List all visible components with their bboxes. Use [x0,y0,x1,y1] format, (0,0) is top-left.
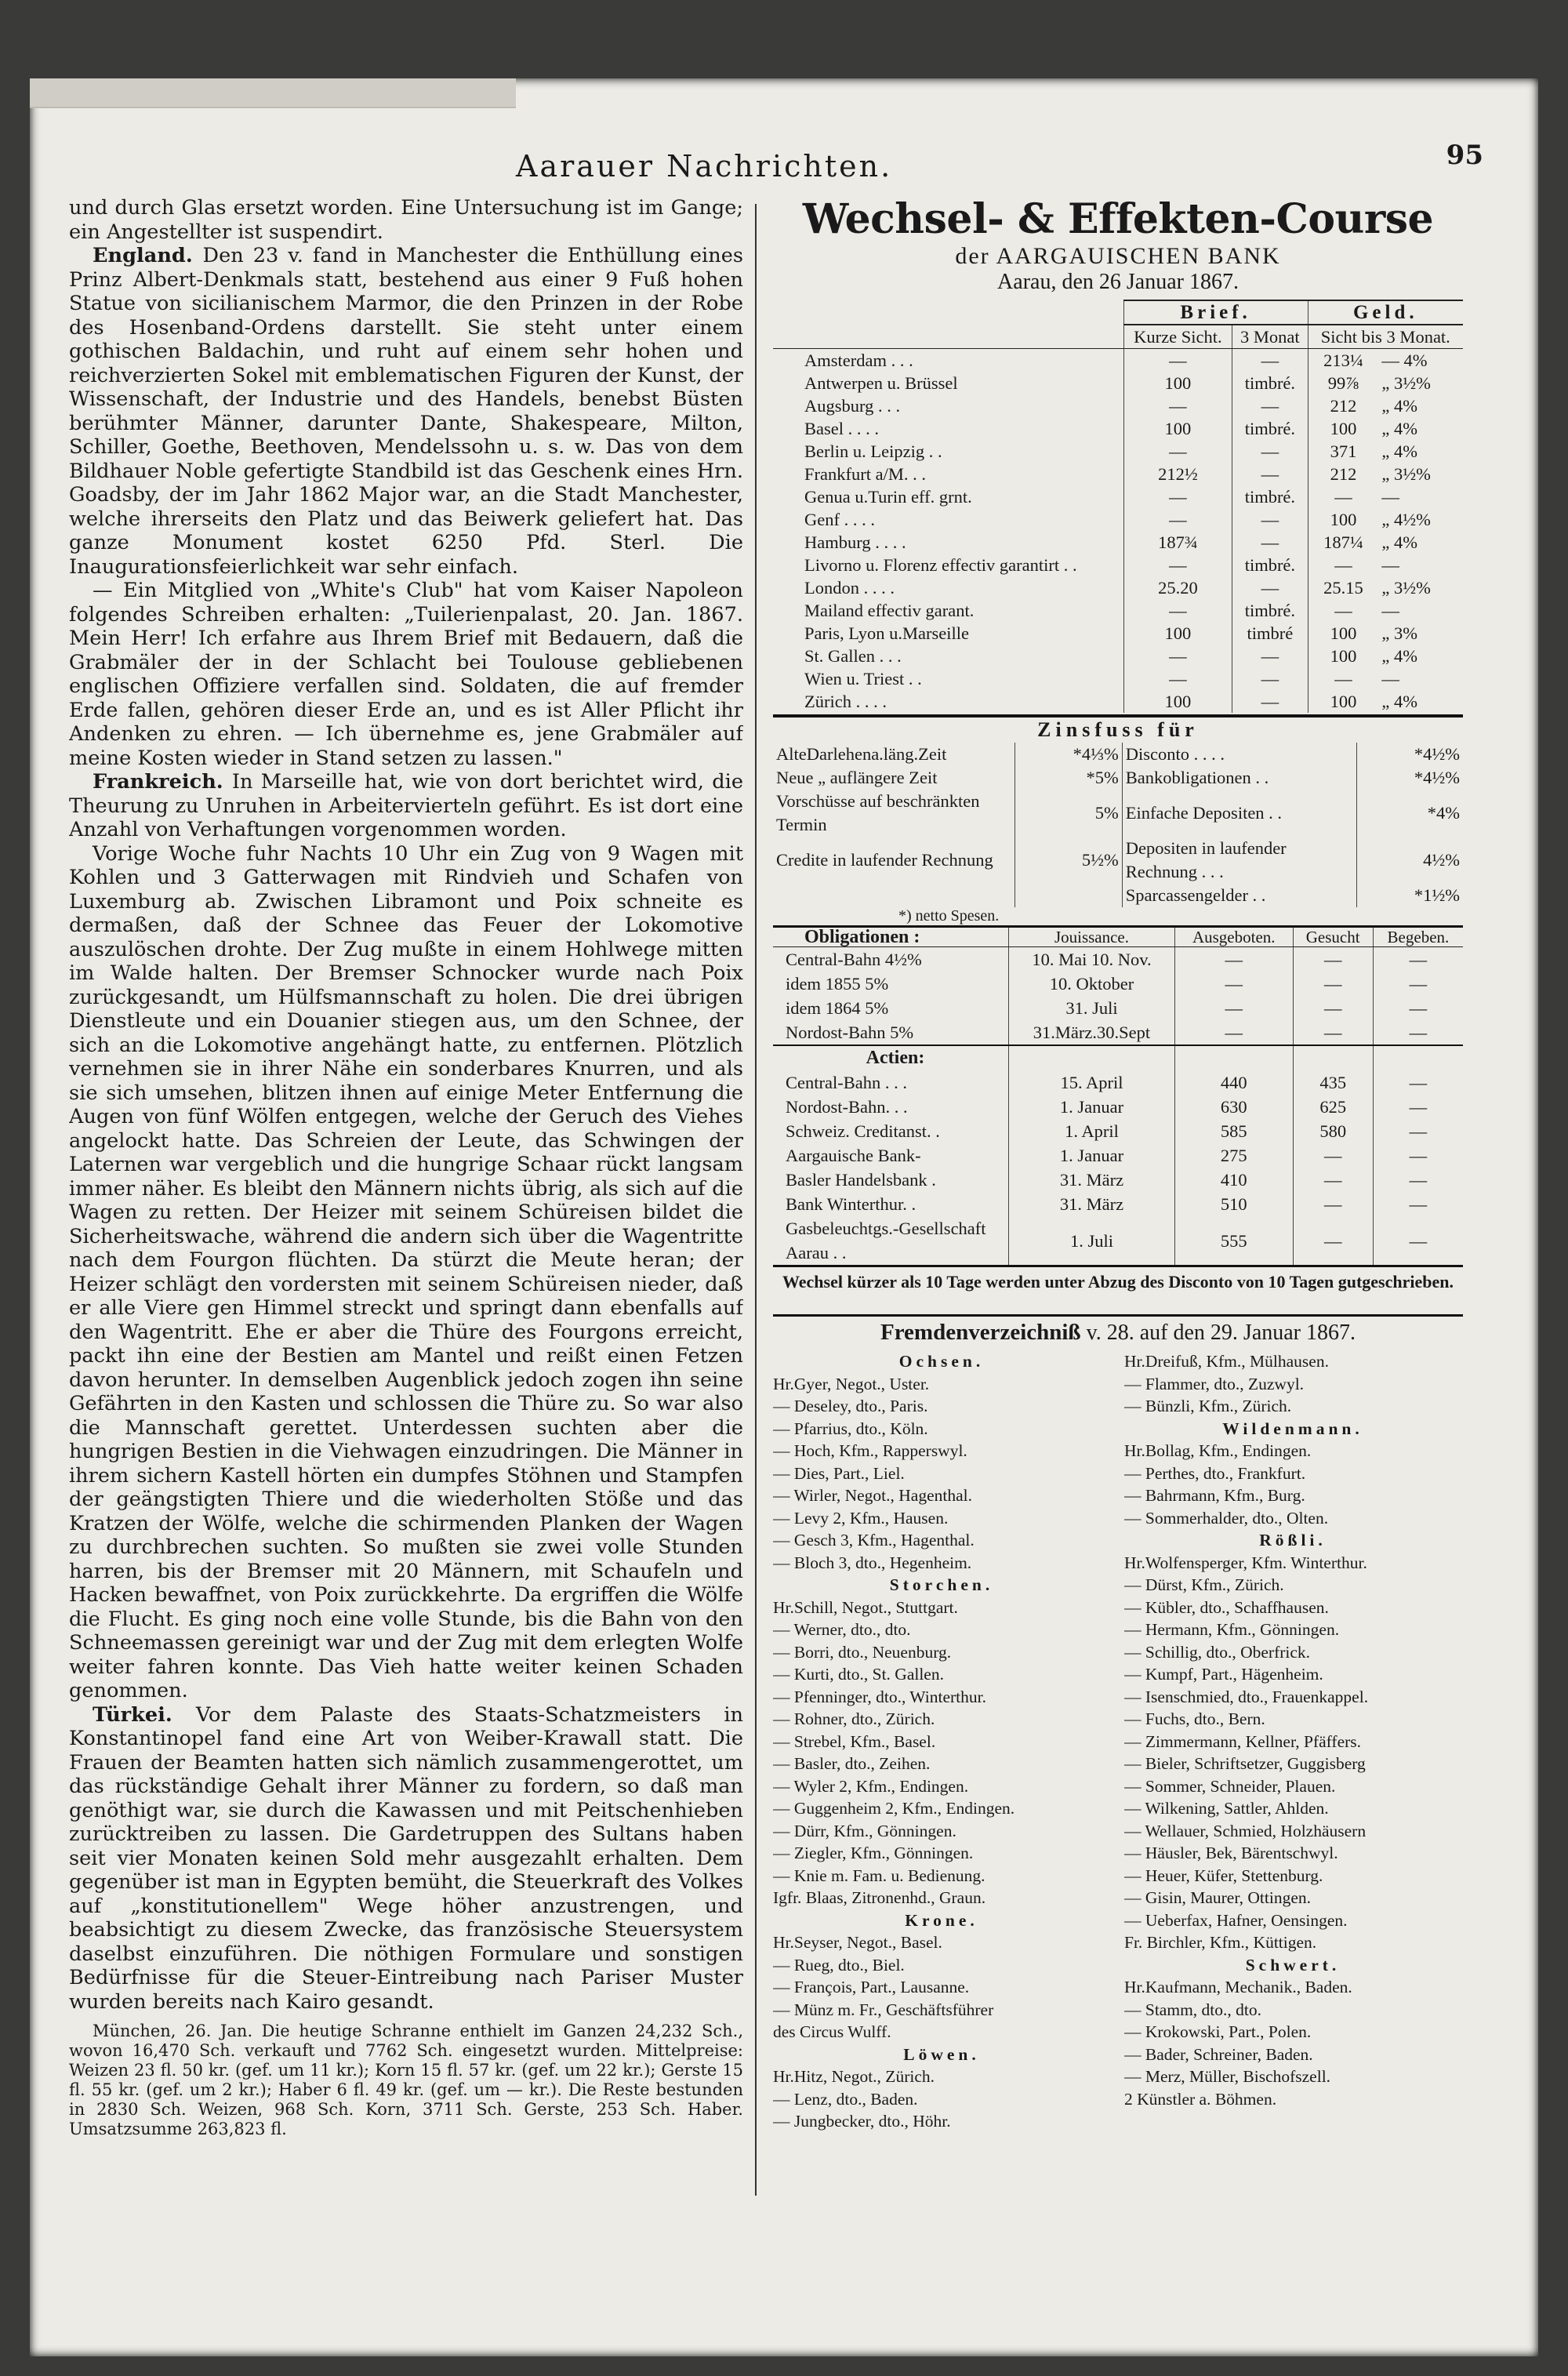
article-paragraph: Vorige Woche fuhr Nachts 10 Uhr ein Zug von 9 Wagen mit Kohlen und 3 Gatterwagen mit Rindvieh und Schafen von Luxemburg ab. Zwischen Libramont und Poix schneite es dermaßen, daß der Schnee das Feuer der Lokomotive auszulöschen drohte. Der Zug mußte in einem Hohlwege mitten im Walde halten. Der Bremser Schnocker wurde nach Poix zurückgesandt, um Hülfsmannschaft zu holen. Die drei übrigen Dienstleute und ein Douanier stiegen aus, um den Schnee, der sich an die Lokomotive angehängt hatte, zu entfernen. Plötzlich vernehmen sie in ihrer Nähe ein sonderbares Knurren, und als sie sich umsehen, blitzen ihnen auf einige Meter Entfernung die Augen von fünf Wölfen entgegen, welche der Geruch des Viehes angelockt hatte. Das Schreien der Leute, das Schwingen der Laternen war vergeblich und die hungrige Schaar rückt langsam immer näher. Es bleibt den Männern nichts übrig, als sich auf die Wagen zu retten. Der Heizer mit seinem Schüreisen bildet die Sicherheitswache, während die andern sich über die Wagentritte nach dem Fourgon flüchten. Da stürzt die Meute heran; der Heizer schlägt den vordersten mit seinem Schüreisen nieder, daß er alle Viere gen Himmel streckt und springt dann ebenfalls auf den Wagentritt. Ehe er aber die Thüre des Fourgons erreicht, packt ihn eine der Bestien am Mantel und reißt einen Fetzen davon herunter. In demselben Augenblick jedoch zogen ihn seine Gefährten in den Kasten und schlossen die Thüre zu. So war also die Mannschaft gerettet. Unterdessen suchten aber die hungrigen Bestien in die Viehwagen einzudringen. Die Männer in ihrem sichern Kastell hörten ein dumpfes Stöhnen und Stampfen der geängstigten Thiere und die wiederholten Stöße und das Kratzen der Wölfe, welche die schirmenden Planken der Wagen zu durchbrechen suchten. So mußten sie zwei volle Stunden harren, bis der Bremser mit 20 Männern, mit Schaufeln und Hacken bewaffnet, von Poix zurückkehrte. Da ergriffen die Wölfe die Flucht. Es ging noch eine volle Stunde, bis die Bahn von den Schneemassen gereinigt war und der Zug mit dem erlegten Wolfe weiter fahren konnte. Das Vieh hatte weiter keinen Schaden genommen. [69,841,743,1702]
rate-percent: „ 4% [1381,419,1417,438]
rate-place: Berlin u. Leipzig . . [804,441,942,461]
newspaper-page [30,78,1538,2356]
obligation-row [773,972,1463,996]
guest-entry: — Münz m. Fr., Geschäftsführer [773,2000,994,2019]
zinsfuss-table [773,743,1463,907]
actien-row-ausgeboten: 275 [1174,1143,1293,1168]
rate-row [773,622,1463,645]
guest-entry: — Bieler, Schriftsetzer, Guggisberg [1124,1754,1366,1773]
actien-row-begeben: — [1373,1095,1463,1119]
zins-row [773,790,1463,837]
hotel-name: Wildenmann. [1222,1419,1363,1438]
drei-monat-header: 3 Monat [1232,325,1308,349]
actien-row-gesucht: — [1293,1168,1373,1192]
guest-entry: — Flammer, dto., Zuzwyl. [1124,1374,1305,1393]
actien-row-jouissance: 1. Januar [1009,1095,1175,1119]
actien-row [773,1119,1463,1143]
zins-label-left: Vorschüsse auf beschränkten Termin [776,791,980,834]
zins-rate-right: *1½% [1356,884,1463,907]
rate-brief-3monat: timbré. [1232,554,1308,576]
rate-geld: 25.15 [1308,576,1378,599]
rate-row [773,599,1463,622]
guest-entry: — Dürst, Kfm., Zürich. [1124,1575,1284,1594]
zins-rate-left: *4⅓% [1015,743,1123,766]
actien-row-begeben: — [1373,1216,1463,1265]
rate-brief-kurz: — [1123,599,1232,622]
rate-brief-3monat: — [1232,667,1308,690]
guest-list-column-1 [773,1350,1110,2133]
rate-row [773,508,1463,531]
article-paragraph: und durch Glas ersetzt worden. Eine Untersuchung ist im Gange; ein Angestellter ist suspendirt. [69,196,743,244]
zins-rate-right: *4½% [1356,743,1463,766]
article-paragraph: — Ein Mitglied von „White's Club" hat vom Kaiser Napoleon folgendes Schreiben erhalten: „Tuilerienpalast, 20. Jan. 1867. Mein Herr! Ich erfahre aus Ihrem Brief mit Bedauern, daß die Grabmäler der in der Schlacht bei Toulouse gebliebenen englischen Offiziere verfallen sind. Soldaten, die auf fremder Erde fallen, gehören dieser Erde an, und es ist Aller Pflicht ihr Andenken zu ehren. — Ich übernehme es, jene Grabmäler auf meine Kosten wieder in Stand setzen zu lassen." [69,579,743,770]
article-paragraph: München, 26. Jan. Die heutige Schranne enthielt im Ganzen 24,232 Sch., wovon 16,470 Sch. verkauft und 7762 Sch. eingesetzt wurden. Mittelpreise: Weizen 23 fl. 50 kr. (gef. um 11 kr.); Korn 15 fl. 57 kr. (gef. um 22 kr.); Gerste 15 fl. 55 kr. (gef. um 2 kr.); Haber 6 fl. 49 kr. (gef. um — kr.). Die Reste bestunden in 2830 Sch. Weizen, 968 Sch. Korn, 3711 Sch. Gerste, 253 Sch. Haber. Umsatzsumme 263,823 fl. [69,2022,743,2138]
actien-row-jouissance: 31. März [1009,1192,1175,1216]
guest-entry: Hr.Wolfensperger, Kfm. Winterthur. [1124,1553,1367,1572]
guest-entry: des Circus Wulff. [773,2022,891,2041]
rate-geld: 100 [1308,645,1378,667]
sicht-header: Sicht bis 3 Monat. [1308,325,1463,349]
guest-entry: — Sommerhalder, dto., Olten. [1124,1508,1329,1528]
obligation-row-name: Nordost-Bahn 5% [786,1023,914,1042]
guest-entry: — Schillig, dto., Oberfrick. [1124,1642,1311,1662]
scan-edge [30,78,516,108]
obligations-table [773,925,1463,1265]
article-paragraph: Frankreich. In Marseille hat, wie von dort berichtet wird, die Theurung zu Unruhen in Arbeitervierteln geführt. Es ist dort eine Anzahl von Verhaftungen vorgenommen worden. [69,770,743,841]
rate-place: Zürich . . . . [804,692,887,711]
rate-percent: „ 4% [1381,532,1417,552]
rate-percent: „ 4% [1381,692,1417,711]
zins-label-left: Credite in laufender Rechnung [776,850,993,870]
actien-row [773,1192,1463,1216]
actien-row [773,1216,1463,1265]
guest-entry: Hr.Dreifuß, Kfm., Mülhausen. [1124,1352,1329,1371]
actien-row-ausgeboten: 585 [1174,1119,1293,1143]
exchange-rates-title: Wechsel- & Effekten-Course [802,196,1434,243]
kurze-sicht-header: Kurze Sicht. [1123,325,1232,349]
rate-brief-kurz: 212½ [1123,463,1232,485]
rate-place: Antwerpen u. Brüssel [804,373,958,393]
rate-geld: 100 [1308,417,1378,440]
actien-row-gesucht: — [1293,1192,1373,1216]
guest-entry: — Bünzli, Kfm., Zürich. [1124,1397,1292,1415]
guest-entry: Hr.Hitz, Negot., Zürich. [773,2067,935,2086]
rate-brief-kurz: — [1123,508,1232,531]
actien-row-begeben: — [1373,1119,1463,1143]
guest-entry: — Pfarrius, dto., Köln. [773,1419,928,1438]
guest-entry: 2 Künstler a. Böhmen. [1124,2089,1277,2109]
actien-row-begeben: — [1373,1143,1463,1168]
section-heading: Frankreich. [93,770,232,794]
guest-entry: — Guggenheim 2, Kfm., Endingen. [773,1799,1015,1818]
actien-row-name: Gasbeleuchtgs.-Gesellschaft Aarau . . [786,1219,986,1262]
rate-brief-3monat: — [1232,440,1308,463]
rate-brief-kurz: 100 [1123,417,1232,440]
obligation-row-jouissance: 31.März.30.Sept [1009,1020,1175,1045]
actien-heading: Actien: [773,1045,1009,1070]
zins-label-right: Disconto . . . . [1122,743,1356,766]
rate-percent: — 4% [1381,351,1428,370]
rate-percent: — [1381,487,1399,507]
rate-place: St. Gallen . . . [804,646,902,666]
zins-rate-right: *4% [1356,790,1463,837]
brief-header: Brief. [1123,300,1308,325]
hotel-name: Schwert. [1245,1955,1341,1975]
rate-geld: — [1308,485,1378,508]
actien-row [773,1143,1463,1168]
rate-row [773,372,1463,394]
guest-entry: — Ziegler, Kfm., Gönningen. [773,1844,974,1862]
rate-brief-kurz: — [1123,349,1232,372]
guest-entry: — Levy 2, Kfm., Hausen. [773,1508,949,1528]
rate-percent: — [1381,601,1399,620]
guest-entry: — Basler, dto., Zeihen. [773,1754,931,1773]
rate-geld: 100 [1308,508,1378,531]
actien-row-gesucht: — [1293,1216,1373,1265]
actien-row-name: Basler Handelsbank . [786,1170,936,1190]
hotel-name: Storchen. [889,1575,994,1594]
jouissance-header: Jouissance. [1009,927,1175,947]
guest-entry: — François, Part., Lausanne. [773,1978,970,1996]
zins-rate-left: *5% [1015,766,1123,790]
fremden-date-range: v. 28. auf den 29. Januar 1867. [1086,1321,1356,1345]
rate-geld: — [1308,554,1378,576]
guest-entry: — Gesch 3, Kfm., Hagenthal. [773,1531,975,1549]
guest-entry: — Kurti, dto., St. Gallen. [773,1665,944,1684]
rate-brief-kurz: 100 [1123,372,1232,394]
rate-row [773,394,1463,417]
zinsfuss-title: Zinsfuss für [1037,718,1199,741]
rate-place: Genua u.Turin eff. grnt. [804,487,972,507]
rate-place: Frankfurt a/M. . . [804,464,926,484]
zins-row [773,743,1463,766]
actien-row-gesucht: 580 [1293,1119,1373,1143]
rate-brief-3monat: — [1232,576,1308,599]
obligation-row-ausgeboten: — [1174,996,1293,1020]
fremdenverzeichnis-heading [773,1314,1463,1346]
rate-brief-kurz: — [1123,440,1232,463]
zins-rate-left [1015,884,1123,907]
rate-brief-3monat: timbré [1232,622,1308,645]
obligation-row-begeben: — [1373,947,1463,972]
rate-brief-3monat: — [1232,349,1308,372]
obligation-row-ausgeboten: — [1174,972,1293,996]
wechsel-note: Wechsel kürzer als 10 Tage werden unter Abzug des Disconto von 10 Tagen gutgeschrieben. [773,1265,1463,1294]
exchange-rates-table [773,300,1463,713]
actien-row [773,1095,1463,1119]
rate-brief-kurz: 100 [1123,622,1232,645]
rate-geld: — [1308,667,1378,690]
guest-entry: — Kumpf, Part., Hägenheim. [1124,1665,1323,1684]
rate-place: London . . . . [804,578,895,598]
rate-geld: 100 [1308,622,1378,645]
rate-percent: „ 3½% [1381,578,1431,598]
hotel-name: Krone. [905,1910,978,1930]
geld-header: Geld. [1308,300,1463,325]
obligation-row-jouissance: 10. Oktober [1009,972,1175,996]
rate-percent: „ 4½% [1381,510,1431,529]
obligation-row [773,947,1463,972]
actien-row-name: Schweiz. Creditanst. . [786,1121,940,1141]
guest-entry: — Wilkening, Sattler, Ahlden. [1124,1799,1329,1818]
guest-entry: — Dies, Part., Liel. [773,1463,905,1483]
rate-brief-kurz: — [1123,645,1232,667]
rate-geld: 99⅞ [1308,372,1378,394]
section-heading: Türkei. [93,1702,196,1727]
guest-entry: Hr.Gyer, Negot., Uster. [773,1374,930,1393]
rate-brief-3monat: timbré. [1232,485,1308,508]
article-paragraph: Türkei. Vor dem Palaste des Staats-Schatzmeisters in Konstantinopel fand eine Art von Weiber-Krawall statt. Die Frauen der Beamten hatten sich nämlich zusammengerottet, um das rückständige Gehalt ihrer Männer zu fordern, so daß man genöthigt war, sie durch die Kawassen und mit Peitschenhieben zurücktreiben zu lassen. Die Gardetruppen des Sultans haben seit vier Monaten keinen Sold mehr ausgezahlt erhalten. Dem gegenüber ist man in Egypten bemüht, die Steuerkraft des Volkes auf „konstitutionellem" Wege höher anzustrengen, und beabsichtigt zu diesem Zwecke, das französische Steuersystem daselbst einzuführen. Die nöthigen Formulare und sonstigen Bedürfnisse für die Steuer-Eintreibung nach Pariser Muster wurden bereits nach Kairo gesandt. [69,1702,743,2014]
rate-brief-kurz: 25.20 [1123,576,1232,599]
zins-rate-right: 4½% [1356,837,1463,884]
rate-place: Mailand effectiv garant. [804,601,975,620]
guest-entry: — Isenschmied, dto., Frauenkappel. [1124,1687,1369,1706]
rate-percent: — [1381,555,1399,575]
guest-entry: — Kübler, dto., Schaffhausen. [1124,1597,1329,1617]
page-header-title: Aarauer Nachrichten. [516,149,893,183]
zins-rate-left: 5% [1015,790,1123,837]
rate-row [773,645,1463,667]
obligation-row [773,996,1463,1020]
guest-entry: — Lenz, dto., Baden. [773,2089,918,2109]
guest-entry: Hr.Seyser, Negot., Basel. [773,1933,942,1952]
obligation-row-gesucht: — [1293,947,1373,972]
obligation-row-gesucht: — [1293,972,1373,996]
rate-place: Augsburg . . . [804,396,901,416]
exchange-rates-date: Aarau, den 26 Januar 1867. [997,270,1239,294]
rate-brief-3monat: timbré. [1232,599,1308,622]
guest-entry: — Wirler, Negot., Hagenthal. [773,1486,973,1505]
rate-percent: — [1381,669,1399,688]
zinsfuss-note: *) netto Spesen. [898,907,1000,925]
guest-entry: — Rohner, dto., Zürich. [773,1709,935,1728]
rate-percent: „ 3½% [1381,373,1431,393]
obligation-row-ausgeboten: — [1174,947,1293,972]
section-heading: England. [93,244,203,267]
zins-row [773,766,1463,790]
zins-label-left [773,884,1015,907]
guest-entry: — Merz, Müller, Bischofszell. [1124,2067,1331,2086]
obligation-row-begeben: — [1373,1020,1463,1045]
guest-entry: — Hermann, Kfm., Gönningen. [1124,1620,1340,1639]
zins-label-right: Bankobligationen . . [1122,766,1356,790]
rate-brief-kurz: — [1123,667,1232,690]
actien-row-begeben: — [1373,1168,1463,1192]
rate-row [773,576,1463,599]
rate-row [773,690,1463,713]
guest-entry: — Deseley, dto., Paris. [773,1397,928,1415]
rate-geld: 213¼ [1308,349,1378,372]
guest-entry: — Heuer, Küfer, Stettenburg. [1124,1866,1323,1885]
guest-entry: — Stamm, dto., dto. [1124,2000,1261,2019]
rate-brief-3monat: timbré. [1232,417,1308,440]
zins-row [773,884,1463,907]
guest-entry: Hr.Kaufmann, Mechanik., Baden. [1124,1978,1352,1996]
actien-row-jouissance: 1. Juli [1009,1216,1175,1265]
rate-row [773,531,1463,554]
zins-label-left: Neue „ auflängere Zeit [776,768,938,787]
rate-place: Genf . . . . [804,510,875,529]
actien-row-name: Nordost-Bahn. . . [786,1097,908,1117]
rate-geld: — [1308,599,1378,622]
guest-entry: Igfr. Blaas, Zitronenhd., Graun. [773,1888,986,1907]
guest-entry: — Pfenninger, dto., Winterthur. [773,1687,986,1706]
rate-row [773,463,1463,485]
guest-list-column-2 [1124,1350,1461,2133]
guest-entry: — Zimmermann, Kellner, Pfäffers. [1124,1731,1362,1751]
rate-brief-3monat: — [1232,690,1308,713]
rate-brief-3monat: — [1232,463,1308,485]
rate-percent: „ 3½% [1381,464,1431,484]
page-number: 95 [1446,140,1483,171]
rate-brief-kurz: — [1123,485,1232,508]
rate-row [773,485,1463,508]
rate-geld: 212 [1308,463,1378,485]
obligation-row-name: idem 1855 5% [786,974,889,994]
actien-row-gesucht: 625 [1293,1095,1373,1119]
obligation-row-name: Central-Bahn 4½% [786,950,922,969]
guest-entry: — Wellauer, Schmied, Holzhäusern [1124,1821,1367,1840]
obligation-row-gesucht: — [1293,996,1373,1020]
rate-row [773,417,1463,440]
left-article-column [69,196,743,2305]
guest-entry: — Strebel, Kfm., Basel. [773,1731,936,1751]
rate-geld: 187¼ [1308,531,1378,554]
rate-row [773,554,1463,576]
rate-place: Paris, Lyon u.Marseille [804,623,969,643]
gesucht-header: Gesucht [1293,927,1373,947]
rate-place: Hamburg . . . . [804,532,906,552]
hotel-name: Rößli. [1259,1531,1327,1549]
actien-row [773,1168,1463,1192]
guest-entry: — Sommer, Schneider, Plauen. [1124,1776,1336,1796]
column-divider [755,204,757,2196]
actien-row [773,1070,1463,1095]
actien-row-ausgeboten: 510 [1174,1192,1293,1216]
actien-row-begeben: — [1373,1070,1463,1095]
actien-row-ausgeboten: 410 [1174,1168,1293,1192]
rate-place: Livorno u. Florenz effectiv garantirt . . [804,555,1077,575]
actien-row-jouissance: 31. März [1009,1168,1175,1192]
right-column [773,196,1463,2305]
actien-row-jouissance: 1. April [1009,1119,1175,1143]
rate-place: Wien u. Triest . . [804,669,922,688]
rate-geld: 371 [1308,440,1378,463]
rate-percent: „ 4% [1381,396,1417,416]
obligation-row-ausgeboten: — [1174,1020,1293,1045]
guest-entry: — Dürr, Kfm., Gönningen. [773,1821,956,1840]
rate-percent: „ 4% [1381,441,1417,461]
rate-place: Amsterdam . . . [804,351,913,370]
rate-brief-3monat: — [1232,645,1308,667]
actien-row-jouissance: 1. Januar [1009,1143,1175,1168]
obligation-row-jouissance: 31. Juli [1009,996,1175,1020]
rate-row [773,440,1463,463]
guest-entry: — Krokowski, Part., Polen. [1124,2022,1312,2041]
rate-percent: „ 3% [1381,623,1417,643]
guest-entry: — Bahrmann, Kfm., Burg. [1124,1486,1305,1505]
guest-entry: — Fuchs, dto., Bern. [1124,1709,1265,1728]
actien-row-gesucht: — [1293,1143,1373,1168]
zins-label-right: Depositen in laufender Rechnung . . . [1122,837,1356,884]
zins-label-right: Sparcassengelder . . [1122,884,1356,907]
guest-entry: — Perthes, dto., Frankfurt. [1124,1463,1306,1483]
rate-brief-3monat: — [1232,531,1308,554]
actien-row-name: Bank Winterthur. . [786,1194,916,1214]
rate-brief-kurz: — [1123,394,1232,417]
obligation-row-gesucht: — [1293,1020,1373,1045]
exchange-rates-subtitle: der AARGAUISCHEN BANK [955,243,1281,269]
obligation-row-begeben: — [1373,972,1463,996]
rate-brief-kurz: 187¾ [1123,531,1232,554]
guest-entry: — Gisin, Maurer, Ottingen. [1124,1888,1311,1907]
actien-row-jouissance: 15. April [1009,1070,1175,1095]
guest-entry: — Ueberfax, Hafner, Oensingen. [1124,1910,1348,1930]
rate-brief-3monat: timbré. [1232,372,1308,394]
zins-row [773,837,1463,884]
guest-entry: — Knie m. Fam. u. Bedienung. [773,1866,985,1885]
guest-entry: — Hoch, Kfm., Rapperswyl. [773,1441,967,1460]
obligation-row [773,1020,1463,1045]
rate-geld: 212 [1308,394,1378,417]
guest-entry: Hr.Schill, Negot., Stuttgart. [773,1597,958,1617]
rate-brief-kurz: — [1123,554,1232,576]
obligation-row-begeben: — [1373,996,1463,1020]
obligations-heading: Obligationen : [773,927,1009,947]
rate-row [773,667,1463,690]
rate-row [773,349,1463,372]
fremden-title: Fremdenverzeichniß [880,1320,1081,1345]
guest-entry: — Borri, dto., Neuenburg. [773,1642,952,1662]
guest-list [773,1350,1463,2133]
guest-entry: Fr. Birchler, Kfm., Küttigen. [1124,1933,1317,1952]
actien-row-gesucht: 435 [1293,1070,1373,1095]
guest-entry: — Wyler 2, Kfm., Endingen. [773,1776,969,1796]
zins-label-left: AlteDarlehena.läng.Zeit [776,744,947,764]
zins-rate-left: 5½% [1015,837,1123,884]
rate-brief-3monat: — [1232,394,1308,417]
hotel-name: Löwen. [903,2044,980,2064]
ausgeboten-header: Ausgeboten. [1174,927,1293,947]
actien-row-begeben: — [1373,1192,1463,1216]
zins-rate-right: *4½% [1356,766,1463,790]
guest-entry: Hr.Bollag, Kfm., Endingen. [1124,1441,1312,1460]
obligation-row-name: idem 1864 5% [786,998,889,1018]
actien-row-ausgeboten: 630 [1174,1095,1293,1119]
guest-entry: — Bader, Schreiner, Baden. [1124,2044,1313,2064]
zins-label-right: Einfache Depositen . . [1122,790,1356,837]
rate-brief-3monat: — [1232,508,1308,531]
hotel-name: Ochsen. [898,1352,985,1371]
obligation-row-jouissance: 10. Mai 10. Nov. [1009,947,1175,972]
guest-entry: — Werner, dto., dto. [773,1620,911,1639]
actien-row-ausgeboten: 440 [1174,1070,1293,1095]
actien-row-name: Aargauische Bank- [786,1146,921,1165]
article-paragraph: England. Den 23 v. fand in Manchester die Enthüllung eines Prinz Albert-Denkmals statt, bestehend aus einer 9 Fuß hohen Statue von sicilianischem Marmor, die den Prinzen in der Robe des Hosenband-Ordens darstellt. Sie steht unter einem gothischen Baldachin, und ruht auf einem sehr hohen und reichverzierten Sokel mit emblematischen Figuren der Kunst, der Wissenschaft, der Industrie und des Handels, benebst Büsten berühmter Männer, darunter Dante, Shakespeare, Milton, Schiller, Goethe, Beethoven, Mendelssohn u. s. w. Das von dem Bildhauer Noble gefertigte Standbild ist das Geschenk eines Hrn. Goadsby, der im Jahr 1862 Major war, an die Stadt Manchester, welche ihrerseits den Platz und das Beiwerk geliefert hat. Das ganze Monument kostet 6250 Pfd. Sterl. Die Inaugurationsfeierlichkeit war sehr einfach. [69,244,743,579]
rate-brief-kurz: 100 [1123,690,1232,713]
rate-percent: „ 4% [1381,646,1417,666]
rate-geld: 100 [1308,690,1378,713]
guest-entry: — Häusler, Bek, Bärentschwyl. [1124,1844,1338,1862]
actien-row-ausgeboten: 555 [1174,1216,1293,1265]
guest-entry: — Rueg, dto., Biel. [773,1955,905,1975]
rate-place: Basel . . . . [804,419,879,438]
begeben-header: Begeben. [1373,927,1463,947]
actien-row-name: Central-Bahn . . . [786,1073,907,1092]
guest-entry: — Bloch 3, dto., Hegenheim. [773,1553,972,1572]
guest-entry: — Jungbecker, dto., Höhr. [773,2112,951,2131]
